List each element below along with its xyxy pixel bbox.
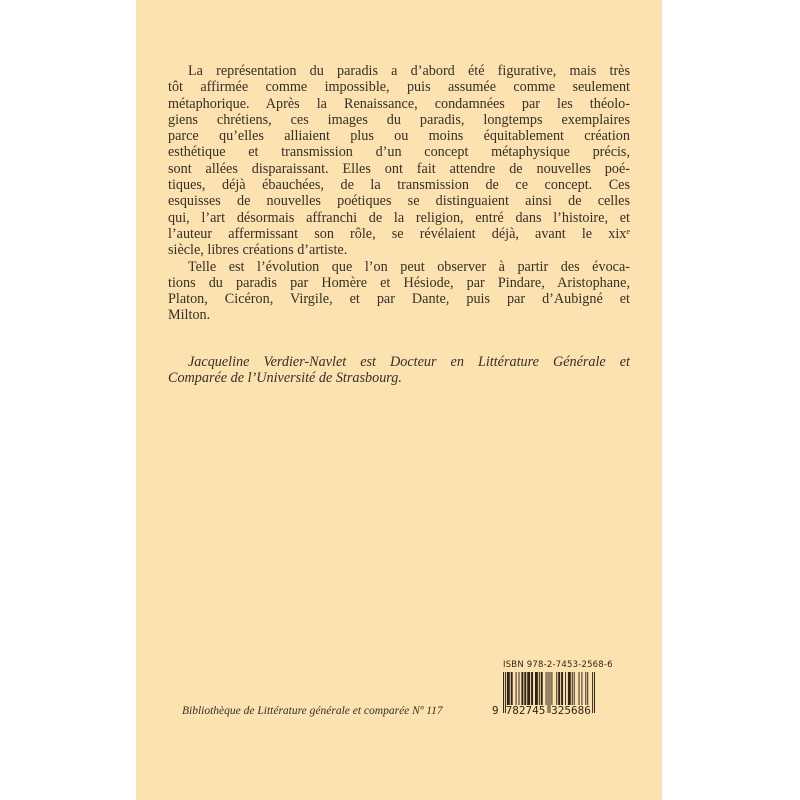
text-line: Milton. <box>168 307 211 324</box>
ean-first-digit: 9 <box>492 704 499 717</box>
text-line: La représentation du paradis a d’abord été figurative, mais très <box>188 63 630 79</box>
text-line: tions du paradis par Homère et Hésiode, par Pindare, Aristophane, <box>168 274 630 291</box>
text-line: esthétique et transmission d’un concept métaphysique précis, <box>168 144 630 161</box>
text-line: Telle est l’évolution que l’on peut observer à partir des évoca- <box>188 258 630 275</box>
text-line: tiques, déjà ébauchées, de la transmission de ce concept. Ces <box>168 177 630 194</box>
isbn-label: ISBN 978-2-7453-2568-6 <box>503 660 613 670</box>
ean-right-group: 325686 <box>551 704 591 717</box>
author-bio <box>168 354 630 387</box>
text-line: métaphorique. Après la Renaissance, condamnées par les théolo- <box>168 95 630 112</box>
text-line: Jacqueline Verdier-Navlet est Docteur en Littérature Générale et <box>188 353 630 370</box>
text-line: giens chrétiens, ces images du paradis, longtemps exemplaires <box>168 111 630 128</box>
text-line: Comparée de l’Université de Strasbourg. <box>168 370 402 387</box>
text-line: qui, l’art désormais affranchi de la religion, entré dans l’histoire, et <box>168 209 630 226</box>
text-line: parce qu’elles alliaient plus ou moins équitablement création <box>168 128 630 145</box>
book-back-cover <box>136 0 662 800</box>
collection-line: Bibliothèque de Littérature générale et comparée Nº 117 <box>182 705 443 717</box>
ean-left-group: 782745 <box>505 704 546 717</box>
text-line: l’auteur affermissant son rôle, se révélaient déjà, avant le xixᵉ <box>168 225 630 242</box>
synopsis-block <box>168 63 630 386</box>
barcode-bars <box>492 672 595 717</box>
text-line: tôt affirmée comme impossible, puis assumée comme seulement <box>168 79 630 96</box>
synopsis-paragraph-1 <box>168 63 630 259</box>
text-line: siècle, libres créations d’artiste. <box>168 242 348 259</box>
text-line: esquisses de nouvelles poétiques se distinguaient ainsi de celles <box>168 193 630 210</box>
barcode-block <box>492 660 613 717</box>
synopsis-paragraph-2 <box>168 259 630 324</box>
text-line: Platon, Cicéron, Virgile, et par Dante, puis par d’Aubigné et <box>168 291 630 308</box>
text-line: sont allées disparaissant. Elles ont fait attendre de nouvelles poé- <box>168 160 630 177</box>
